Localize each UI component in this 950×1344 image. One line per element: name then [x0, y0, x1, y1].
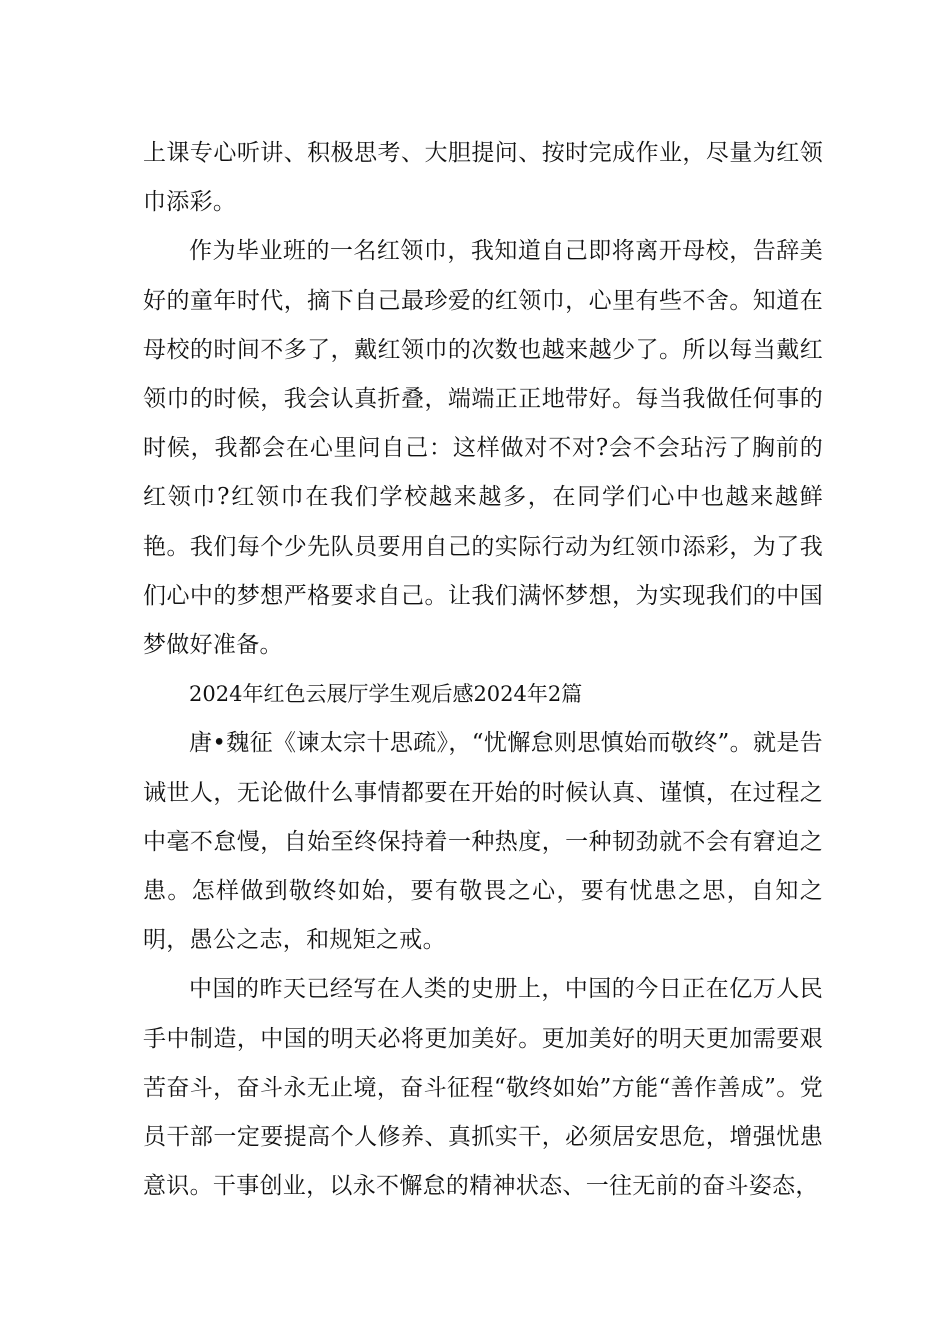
body-paragraph: 作为毕业班的一名红领巾，我知道自己即将离开母校，告辞美好的童年时代，摘下自己最珍爱的红领巾，心里有些不舍。知道在母校的时间不多了，戴红领巾的次数也越来越少了。所以每当戴红领巾的时候，我会认真折叠，端端正正地带好。每当我做任何事的时候，我都会在心里问自己：这样做对不对?会不会玷污了胸前的红领巾?红领巾在我们学校越来越多，在同学们心中也越来越鲜艳。我们每个少先队员要用自己的实际行动为红领巾添彩，为了我们心中的梦想严格要求自己。让我们满怀梦想，为实现我们的中国梦做好准备。 [143, 238, 823, 659]
section-heading: 2024年红色云展厅学生观后感2024年2篇 [189, 682, 583, 707]
body-paragraph: 唐•魏征《谏太宗十思疏》，“忧懈怠则思慎始而敬终”。就是告诫世人，无论做什么事情都要在开始的时候认真、谨慎，在过程之中毫不怠慢，自始至终保持着一种热度，一种韧劲就不会有窘迫之患。怎样做到敬终如始，要有敬畏之心，要有忧患之思，自知之明，愚公之志，和规矩之戒。 [143, 730, 823, 954]
continuation-paragraph: 上课专心听讲、积极思考、大胆提问、按时完成作业，尽量为红领巾添彩。 [143, 140, 823, 216]
body-paragraph: 中国的昨天已经写在人类的史册上，中国的今日正在亿万人民手中制造，中国的明天必将更加美好。更加美好的明天更加需要艰苦奋斗，奋斗永无止境，奋斗征程“敬终如始”方能“善作善成”。党员干部一定要提高个人修养、真抓实干，必须居安思危，增强忧患意识。干事创业，以永不懈怠的精神状态、一往无前的奋斗姿态， [143, 976, 823, 1200]
document-body [143, 129, 823, 1211]
